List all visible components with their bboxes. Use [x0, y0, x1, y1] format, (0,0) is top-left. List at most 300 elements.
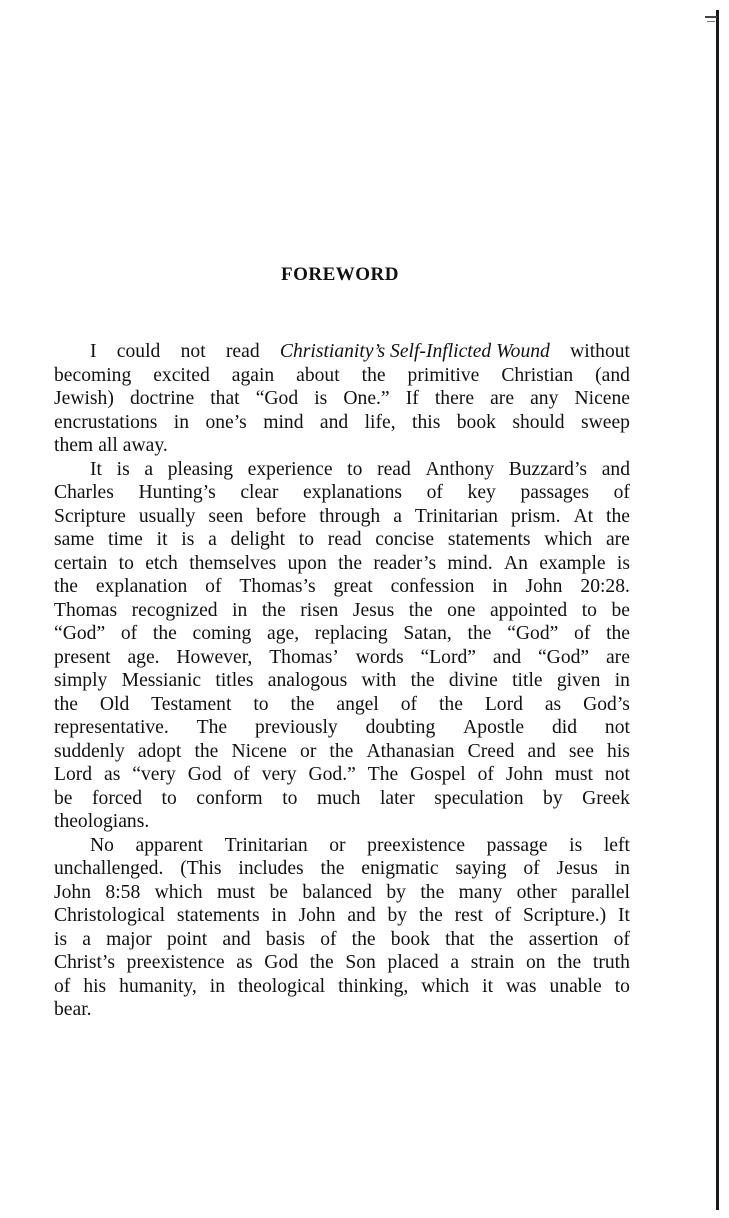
word: Trinitarian — [414, 505, 498, 527]
foreword-body — [54, 340, 630, 1022]
text-line — [54, 575, 630, 599]
word: of — [54, 975, 71, 997]
word: Christological — [54, 905, 166, 926]
word: are — [605, 529, 630, 550]
word: basis — [265, 928, 306, 950]
word: explanations — [303, 482, 403, 503]
word: title — [512, 670, 543, 691]
word: in — [614, 858, 630, 879]
word: before — [256, 505, 307, 527]
word: the — [152, 623, 177, 644]
text-line — [54, 998, 630, 1022]
word: be — [611, 599, 630, 621]
word: must — [216, 881, 256, 903]
word: Old — [99, 693, 130, 715]
word: “very — [132, 764, 176, 785]
word: speculation — [434, 787, 524, 809]
word: and — [492, 646, 522, 668]
word: The — [196, 717, 228, 738]
word: Nicene — [574, 388, 630, 409]
word: upon — [287, 552, 327, 574]
word: example — [539, 552, 606, 574]
word: or — [300, 740, 317, 762]
word: of — [523, 858, 540, 879]
word: which — [421, 975, 470, 997]
word: be — [54, 787, 73, 809]
word: Hunting’s — [138, 482, 216, 503]
word: reader’s — [373, 552, 437, 574]
text-line — [54, 505, 630, 529]
word: must — [554, 764, 593, 785]
text-line — [54, 622, 630, 646]
word: of — [574, 623, 591, 644]
word: the — [309, 952, 334, 973]
word: to — [253, 693, 269, 715]
text-line — [54, 552, 630, 576]
word: read — [327, 529, 362, 550]
word: John — [505, 764, 543, 785]
word: later — [379, 787, 415, 809]
word: the — [606, 505, 630, 527]
word: in — [173, 411, 190, 433]
word: not — [180, 341, 206, 362]
word: doctrine — [129, 388, 195, 409]
word: placed — [387, 952, 439, 973]
word: unable — [549, 975, 602, 997]
word: one — [447, 599, 476, 621]
text-line — [54, 340, 630, 364]
word: book — [390, 928, 430, 950]
word: other — [516, 881, 557, 903]
word: John — [298, 905, 336, 926]
word: Messianic — [121, 670, 202, 691]
word: is — [616, 552, 630, 574]
word: Christ’s — [54, 952, 115, 973]
word: clear — [240, 482, 279, 503]
word: and — [222, 928, 251, 950]
word: be — [269, 881, 288, 903]
word: risen — [300, 599, 339, 621]
word: the — [329, 740, 354, 762]
word: It — [618, 905, 630, 926]
word: the — [261, 599, 286, 621]
word: much — [316, 787, 361, 809]
word: as — [104, 764, 121, 785]
word: passage — [486, 834, 548, 856]
word: humanity, — [119, 975, 197, 997]
paragraph — [54, 340, 630, 458]
word: or — [329, 834, 346, 856]
paragraph — [54, 458, 630, 834]
page-edge-line — [716, 10, 719, 1210]
word: If — [405, 388, 419, 409]
word: is — [569, 834, 583, 856]
word: God.” — [308, 764, 356, 785]
word: a — [144, 458, 154, 480]
word: 20:28. — [580, 576, 630, 597]
word: not — [604, 764, 630, 785]
word: The — [367, 764, 399, 785]
word: Charles — [54, 482, 114, 503]
word: (and — [595, 364, 630, 386]
word: However, — [176, 646, 253, 668]
word: etch — [145, 552, 178, 574]
word: given — [556, 670, 601, 691]
word: all — [98, 435, 118, 456]
word: At — [573, 505, 594, 527]
word: Nicene — [231, 740, 287, 762]
word: and — [527, 740, 556, 762]
word: 8:58 — [105, 881, 141, 903]
word: Christian — [501, 364, 574, 386]
word: Lord — [54, 764, 93, 785]
text-line — [54, 481, 630, 505]
word: many — [458, 881, 503, 903]
word: primitive — [407, 364, 480, 386]
word: of — [477, 764, 494, 785]
word: Trinitarian — [224, 834, 308, 856]
word: Son — [345, 952, 376, 973]
word: very — [261, 764, 297, 785]
word: through — [319, 505, 381, 527]
word: same — [54, 529, 95, 550]
text-line — [54, 716, 630, 740]
page-title: FOREWORD — [281, 264, 399, 285]
word: previously — [255, 717, 338, 738]
word: includes — [238, 858, 304, 879]
text-line — [54, 857, 630, 881]
word: excited — [153, 364, 210, 386]
word: Athanasian — [366, 740, 455, 762]
word: bear. — [54, 999, 92, 1020]
word: apparent — [135, 834, 203, 856]
word: of — [320, 928, 337, 950]
text-line — [54, 693, 630, 717]
word: it — [156, 529, 168, 550]
word: key — [467, 482, 496, 503]
text-line — [54, 669, 630, 693]
word: this — [412, 411, 441, 433]
word: the — [438, 693, 463, 715]
word: angel — [336, 693, 379, 715]
word: analogous — [267, 670, 348, 691]
word: Jesus — [352, 599, 395, 621]
word: the — [320, 858, 345, 879]
word: the — [418, 905, 443, 926]
text-line — [54, 975, 630, 999]
word: not — [604, 717, 630, 738]
word: again — [231, 364, 275, 386]
text-line — [54, 387, 630, 411]
word: of — [426, 482, 443, 503]
word: to — [581, 599, 597, 621]
word: present — [54, 646, 111, 668]
word: see — [568, 740, 594, 762]
word: a — [450, 952, 460, 973]
word: delight — [230, 529, 286, 550]
word: forced — [92, 787, 143, 809]
word: by — [386, 881, 406, 903]
word: passages — [520, 482, 589, 503]
word: as — [544, 693, 562, 715]
word: there — [434, 388, 475, 409]
word: about — [296, 364, 340, 386]
word: usually — [138, 505, 196, 527]
word: Lord — [484, 693, 523, 715]
word: Greek — [582, 787, 630, 809]
word: them — [54, 435, 94, 456]
word: of — [120, 623, 138, 644]
word: age, — [267, 623, 300, 644]
word: should — [512, 411, 565, 433]
word: Apostle — [463, 717, 525, 738]
text-line — [54, 528, 630, 552]
word: An — [503, 552, 528, 574]
text-line — [54, 646, 630, 670]
word: (This — [180, 858, 222, 879]
word: divine — [448, 670, 498, 691]
word: as — [236, 952, 253, 973]
word: read — [225, 341, 260, 362]
word: one’s — [205, 411, 247, 433]
text-line — [54, 364, 630, 388]
word: Thomas’ — [269, 646, 339, 668]
word: confession — [390, 576, 475, 597]
word: mind. — [447, 552, 493, 574]
text-line — [54, 434, 630, 458]
word: mind — [263, 411, 304, 433]
word: the — [489, 928, 514, 950]
word: Anthony — [425, 458, 495, 480]
word: “Lord” — [420, 646, 476, 668]
text-line — [54, 928, 630, 952]
text-line — [54, 599, 630, 623]
word: any — [530, 388, 559, 409]
word: the — [467, 623, 492, 644]
word: that — [210, 388, 240, 409]
word: recognized — [131, 599, 218, 621]
word: on — [525, 952, 546, 973]
word: without — [570, 341, 630, 362]
text-line — [54, 763, 630, 787]
word: the — [410, 670, 435, 691]
word: in — [209, 975, 226, 997]
word: of — [205, 576, 222, 597]
word: thinking, — [338, 975, 409, 997]
word: preexistence — [126, 952, 225, 973]
word: that — [445, 928, 475, 950]
word: simply — [54, 670, 108, 691]
word: the — [351, 928, 376, 950]
word: words — [355, 646, 404, 668]
word: saying — [455, 858, 507, 879]
word: is — [54, 928, 68, 950]
word: unchallenged. — [54, 858, 164, 879]
word: the — [557, 952, 582, 973]
word — [280, 340, 550, 364]
word: are — [490, 388, 515, 409]
word: representative. — [54, 717, 169, 738]
word: parallel — [571, 881, 630, 903]
word: encrustations — [54, 411, 158, 433]
word: doubting — [365, 717, 436, 738]
word: a — [393, 505, 402, 527]
word: by — [543, 787, 563, 809]
word: the — [361, 364, 386, 386]
word: balanced — [302, 881, 372, 903]
text-line — [54, 787, 630, 811]
word: suddenly — [54, 740, 125, 762]
word: John — [525, 576, 563, 597]
text-line — [54, 411, 630, 435]
word: is — [181, 529, 195, 550]
word: age. — [127, 646, 160, 668]
word: statements — [447, 529, 531, 550]
word: appointed — [489, 599, 568, 621]
word: rest — [454, 905, 483, 926]
word: of — [494, 905, 512, 926]
word: could — [116, 341, 161, 362]
word: Satan, — [403, 623, 452, 644]
word: point — [166, 928, 208, 950]
text-line — [54, 458, 630, 482]
word: in — [492, 576, 508, 597]
word: Jewish) — [54, 388, 114, 409]
word: which — [544, 529, 593, 550]
word: in — [232, 599, 248, 621]
text-line — [54, 834, 630, 858]
word: to — [118, 552, 134, 574]
word: Thomas — [54, 599, 118, 621]
word: Gospel — [410, 764, 466, 785]
word: is — [314, 388, 328, 409]
word: Jesus — [556, 858, 598, 879]
word: pleasing — [167, 458, 234, 480]
word: in — [614, 670, 630, 691]
word: It — [90, 458, 102, 480]
word: great — [333, 576, 373, 597]
text-line — [54, 740, 630, 764]
word: Buzzard’s — [508, 458, 588, 480]
word: is — [116, 458, 130, 480]
word: book — [456, 411, 496, 433]
word: a — [82, 928, 91, 950]
word: John — [54, 881, 92, 903]
word: God’s — [583, 693, 630, 715]
word: theological — [238, 975, 326, 997]
word: “God — [255, 388, 299, 409]
word: and — [347, 905, 376, 926]
word: the — [194, 740, 219, 762]
word: are — [605, 646, 630, 668]
word: One.” — [343, 388, 390, 409]
word: conform — [196, 787, 263, 809]
word: which — [154, 881, 203, 903]
word: away. — [122, 435, 168, 456]
word: of — [613, 928, 630, 950]
word: God — [264, 952, 299, 973]
word: major — [106, 928, 152, 950]
book-title-italic: Christianity’s Self-Inflicted Wound — [279, 341, 550, 362]
word: to — [298, 529, 315, 550]
word: themselves — [189, 552, 277, 574]
word: seen — [208, 505, 244, 527]
word: adopt — [137, 740, 182, 762]
word: “God” — [507, 623, 559, 644]
word: to — [282, 787, 298, 809]
word: to — [161, 787, 177, 809]
word: Thomas’s — [239, 576, 316, 597]
word: enigmatic — [361, 858, 439, 879]
word: “God” — [54, 623, 106, 644]
word: theologians. — [54, 811, 150, 832]
word: titles — [215, 670, 254, 691]
word: in — [271, 905, 287, 926]
word: the — [606, 623, 630, 644]
word: by — [387, 905, 408, 926]
word: did — [551, 717, 578, 738]
word: of — [233, 764, 250, 785]
word: strain — [470, 952, 515, 973]
text-line — [54, 810, 630, 834]
word: I — [90, 341, 97, 362]
word: the — [54, 576, 78, 597]
word: it — [482, 975, 494, 997]
word: a — [208, 529, 217, 550]
word: explanation — [95, 576, 188, 597]
word: to — [614, 975, 630, 997]
word: certain — [54, 552, 108, 574]
word: to — [347, 458, 363, 480]
word: becoming — [54, 364, 132, 386]
word: the — [290, 693, 315, 715]
word: life, — [364, 411, 396, 433]
word: experience — [247, 458, 333, 480]
word: concise — [375, 529, 435, 550]
word: preexistence — [367, 834, 466, 856]
word: Scripture.) — [522, 905, 607, 926]
text-line — [54, 881, 630, 905]
word: God — [187, 764, 222, 785]
word: prism. — [510, 505, 561, 527]
word: the — [420, 881, 445, 903]
word: truth — [592, 952, 630, 973]
word: replacing — [314, 623, 388, 644]
word: and — [601, 458, 630, 480]
word: of — [400, 693, 418, 715]
word: the — [408, 599, 433, 621]
word: assertion — [528, 928, 599, 950]
word: the — [54, 693, 78, 715]
word: coming — [192, 623, 252, 644]
word: read — [377, 458, 411, 480]
word: Scripture — [54, 505, 126, 527]
word: his — [607, 740, 630, 762]
word: with — [361, 670, 397, 691]
word: the — [338, 552, 363, 574]
text-line — [54, 904, 630, 928]
word: “God” — [537, 646, 590, 668]
word: sweep — [581, 411, 630, 433]
text-line — [54, 951, 630, 975]
word: left — [603, 834, 630, 856]
corner-mark — [703, 16, 717, 26]
word: statements — [176, 905, 260, 926]
word: and — [319, 411, 349, 433]
word: Testament — [151, 693, 232, 715]
word: No — [90, 834, 114, 856]
word: time — [108, 529, 143, 550]
